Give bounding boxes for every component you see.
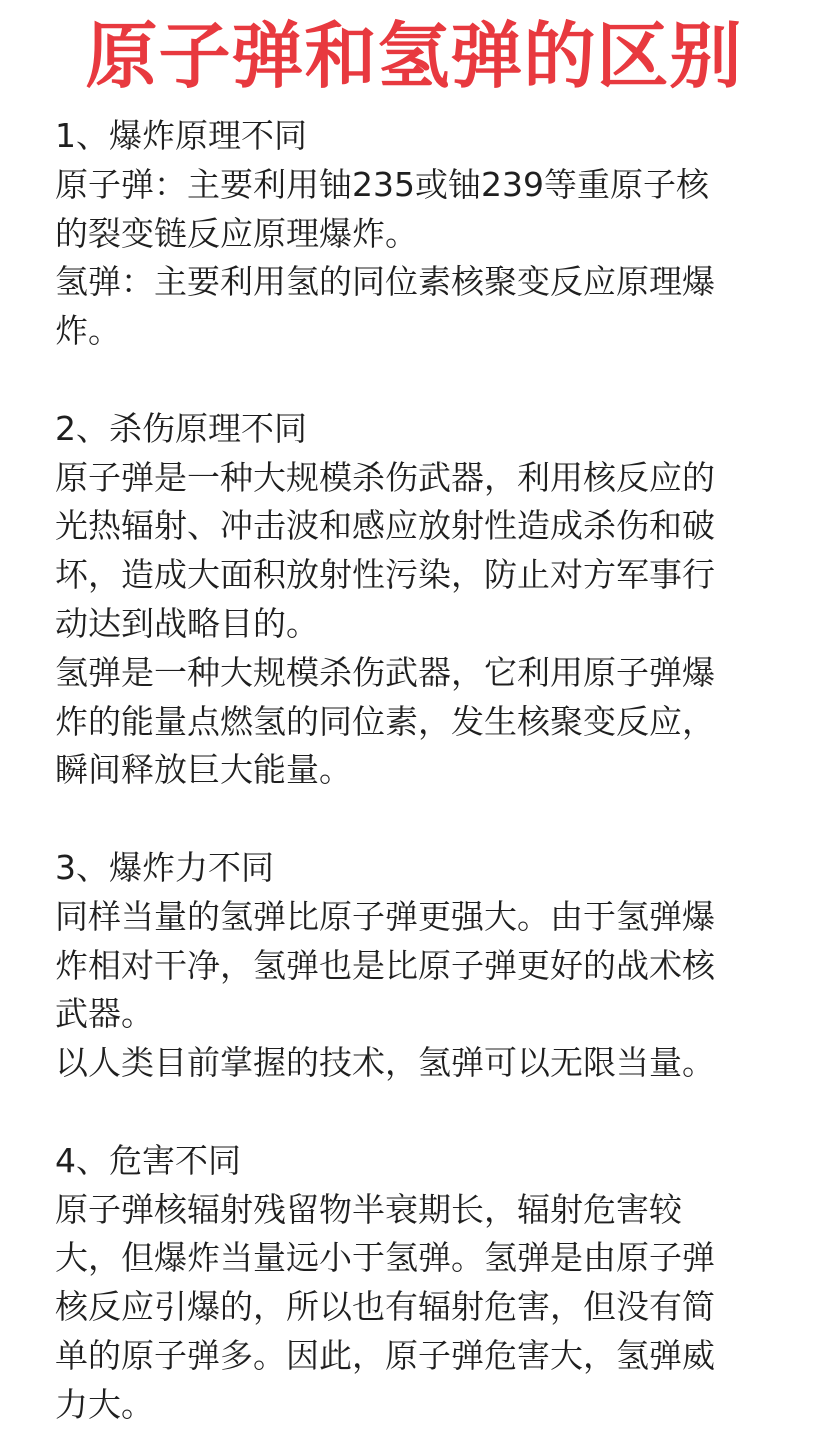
paragraph-line: 核反应引爆的，所以也有辐射危害，但没有简: [55, 1287, 715, 1327]
paragraph-line: 原子弹是一种大规模杀伤武器，利用核反应的: [55, 457, 715, 497]
paragraph-line: 原子弹：主要利用铀235或铀239等重原子核: [55, 164, 709, 204]
paragraph-line: 单的原子弹多。因此，原子弹危害大，氢弹威: [55, 1335, 715, 1375]
paragraph-line: 瞬间释放巨大能量。: [55, 750, 352, 790]
section-hazard: [55, 1137, 755, 1430]
paragraph-line: 氢弹：主要利用氢的同位素核聚变反应原理爆: [55, 262, 715, 302]
paragraph-line: 以人类目前掌握的技术，氢弹可以无限当量。: [55, 1043, 715, 1083]
paragraph-line: 武器。: [55, 994, 154, 1034]
paragraph-line: 原子弹核辐射残留物半衰期长，辐射危害较: [55, 1189, 682, 1229]
article-body: [55, 112, 755, 1430]
section-heading: 4、危害不同: [55, 1140, 241, 1180]
section-kill-principle: [55, 405, 755, 795]
paragraph-line: 炸的能量点燃氢的同位素，发生核聚变反应，: [55, 701, 715, 741]
section-explosive-power: [55, 844, 755, 1088]
paragraph-line: 炸相对干净，氢弹也是比原子弹更好的战术核: [55, 945, 715, 985]
paragraph-line: 的裂变链反应原理爆炸。: [55, 213, 418, 253]
section-heading: 1、爆炸原理不同: [55, 116, 307, 155]
paragraph-line: 炸。: [55, 311, 121, 351]
paragraph-line: 坏，造成大面积放射性污染，防止对方军事行: [55, 555, 715, 595]
paragraph-line: 大，但爆炸当量远小于氢弹。氢弹是由原子弹: [55, 1238, 715, 1278]
section-heading: 3、爆炸力不同: [55, 847, 274, 887]
page-title: 原子弹和氢弹的区别: [85, 14, 743, 98]
paragraph-line: 光热辐射、冲击波和感应放射性造成杀伤和破: [55, 506, 715, 546]
section-explosion-principle: [55, 112, 755, 356]
paragraph-line: 动达到战略目的。: [55, 603, 319, 643]
paragraph-line: 力大。: [55, 1384, 154, 1424]
paragraph-line: 同样当量的氢弹比原子弹更强大。由于氢弹爆: [55, 896, 715, 936]
paragraph-line: 氢弹是一种大规模杀伤武器，它利用原子弹爆: [55, 652, 715, 692]
section-heading: 2、杀伤原理不同: [55, 408, 307, 448]
